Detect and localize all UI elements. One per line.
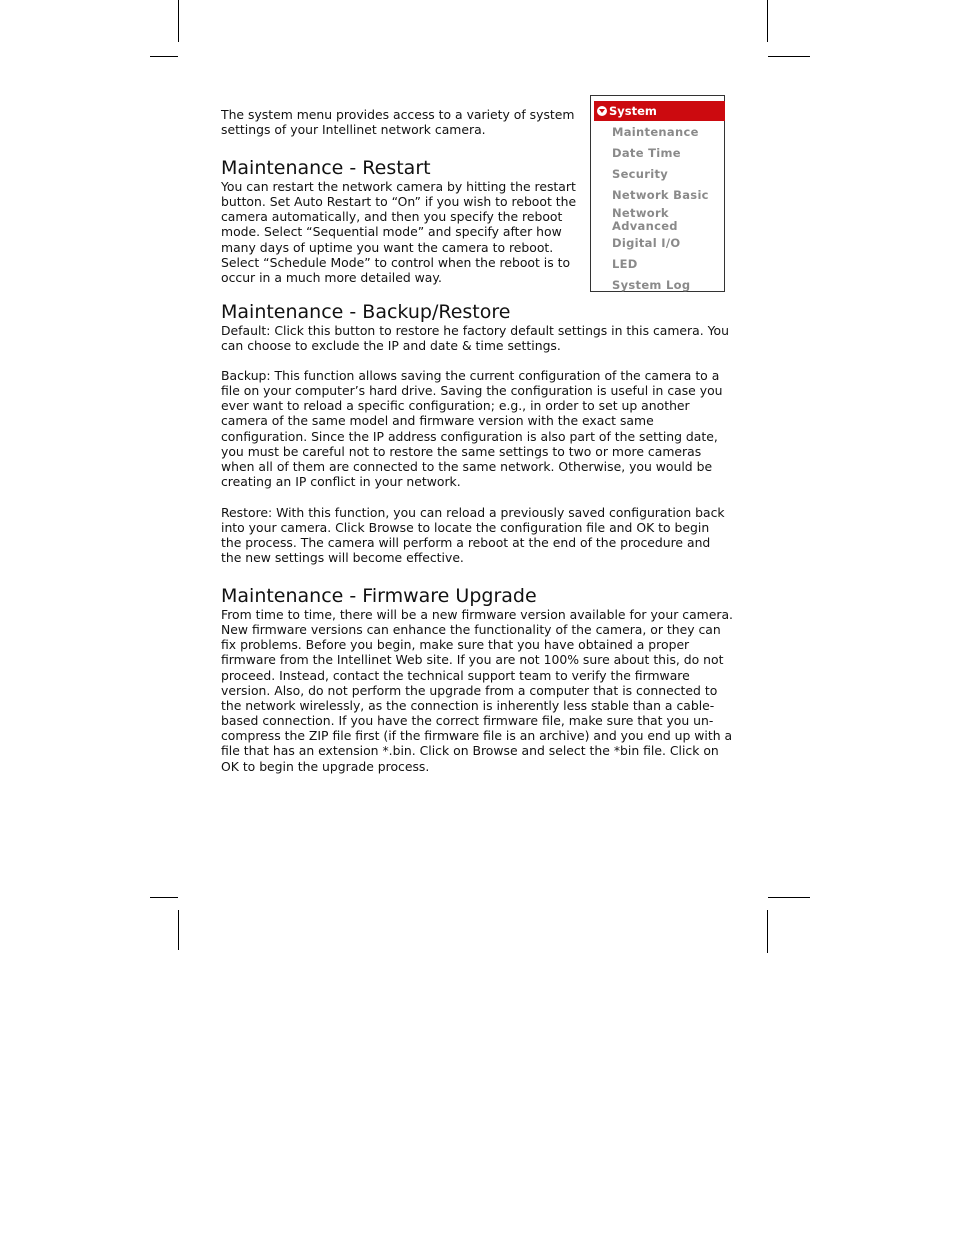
firmware-body: From time to time, there will be a new firmware version available for your camera. New firmware versions can enhance the functionality of the camera, or they can fix problems. Before you begin, make sure that you have obtained a proper firmware from the Intellinet Web site. If you are not 100% sure about this, do not proceed. Instead, contact the technical support team to verify the firmware version. Also, do not perform the upgrade from a computer that is connected to the network wirelessly, as the connection is inherently less stable than a cable-based connection. If you have the correct firmware file, make sure that you un-compress the ZIP file first (if the firmware file is an archive) and you end up with a file that has an extension *.bin. Click on Browse and select the *bin file. Click on OK to begin the upgrade process. <box>221 607 733 774</box>
crop-mark <box>150 897 178 898</box>
crop-mark <box>150 56 178 57</box>
menu-header-label: System <box>609 104 657 118</box>
intro-text: The system menu provides access to a variety of system settings of your Intellinet network camera. <box>221 107 575 138</box>
crop-mark <box>767 0 768 42</box>
crop-mark <box>768 897 810 898</box>
menu-item-system-log[interactable]: System Log <box>612 278 691 292</box>
firmware-title: Maintenance - Firmware Upgrade <box>221 585 537 607</box>
menu-item-maintenance[interactable]: Maintenance <box>612 125 699 139</box>
backup-text: Backup: This function allows saving the current configuration of the camera to a file on your computer’s hard drive. Saving the configuration is useful in case you ever want to reload a specific configuration; e.g., in order to set up another camera of the same model and firmware version with the exact same configuration. Since the IP address configuration is also part of the setting date, you must be careful not to restore the same settings to two or more cameras when all of them are connected to the same network. Otherwise, you would be creating an IP conflict in your network. <box>221 368 723 490</box>
restore-text: Restore: With this function, you can reload a previously saved configuration back into your camera. Click Browse to locate the configuration file and OK to begin the process. The camera will perform a reboot at the end of the procedure and the new settings will become effective. <box>221 505 725 566</box>
menu-header-system[interactable] <box>594 101 725 121</box>
crop-mark <box>767 910 768 953</box>
default-text: Default: Click this button to restore he factory default settings in this camera. You can choose to exclude the IP and date & time settings. <box>221 323 729 354</box>
system-menu <box>590 95 725 292</box>
chevron-down-icon <box>597 106 607 116</box>
menu-item-date-time[interactable]: Date Time <box>612 146 681 160</box>
menu-item-network-advanced-line2: Advanced <box>612 219 678 233</box>
restart-title: Maintenance - Restart <box>221 157 431 179</box>
crop-mark <box>178 910 179 950</box>
menu-item-network-advanced-line1: Network <box>612 206 669 220</box>
menu-item-digital-io[interactable]: Digital I/O <box>612 236 681 250</box>
menu-item-network-basic[interactable]: Network Basic <box>612 188 709 202</box>
crop-mark <box>178 0 179 42</box>
menu-item-led[interactable]: LED <box>612 257 638 271</box>
menu-item-network-advanced[interactable] <box>612 207 678 233</box>
backup-restore-title: Maintenance - Backup/Restore <box>221 301 511 323</box>
restart-body: You can restart the network camera by hitting the restart button. Set Auto Restart to “On” if you wish to reboot the camera automatically, and then you specify the reboot mode. Select “Sequential mode” and specify after how many days of uptime you want the camera to reboot. Select “Schedule Mode” to control when the reboot is to occur in a much more detailed way. <box>221 179 577 285</box>
crop-mark <box>768 56 810 57</box>
menu-item-security[interactable]: Security <box>612 167 669 181</box>
